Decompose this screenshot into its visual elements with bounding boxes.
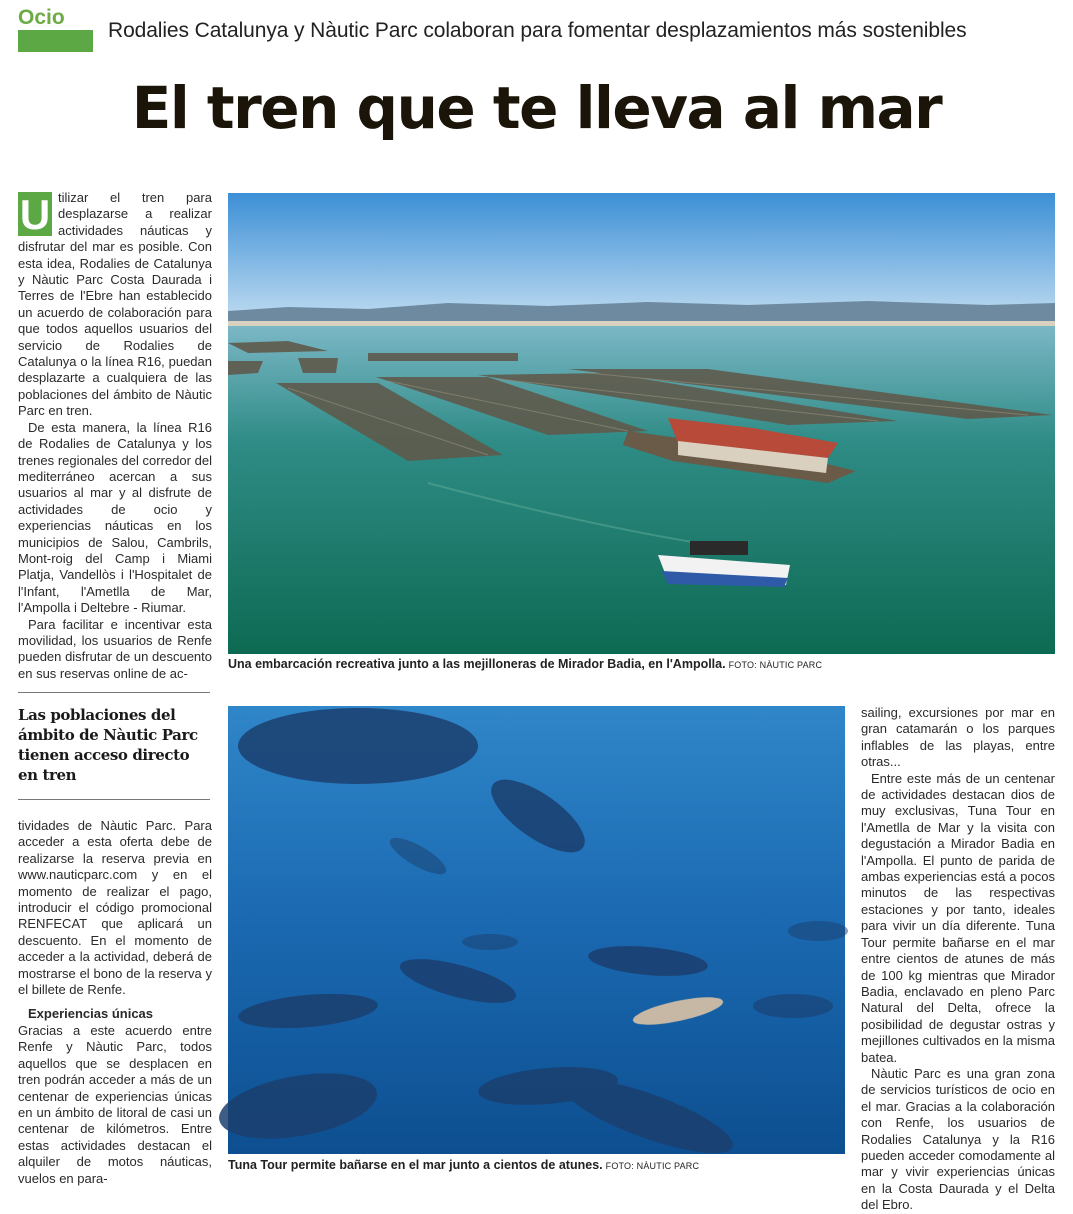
- kicker: Rodalies Catalunya y Nàutic Parc colaboran para fomentar desplazamientos más sostenibles: [108, 19, 967, 42]
- right-column: [861, 705, 1055, 1214]
- photo-mussel-farms-credit: FOTO: NÀUTIC PARC: [728, 660, 823, 670]
- intro-paragraph-3: Para facilitar e incentivar esta movilidad, los usuarios de Renfe pueden disfrutar de un descuento en sus reservas online de ac-: [18, 616, 212, 681]
- right-paragraph-1: sailing, excursiones por mar en gran catamarán o los parques inflables de las playas, entre otras...: [861, 705, 1055, 770]
- photo-mussel-farms-image: [228, 193, 1055, 654]
- right-paragraph-3: Nàutic Parc es una gran zona de servicios turísticos de ocio en el mar. Gracias a la colaboración con Renfe, los usuarios de Rodalies Catalunya y la R16 pueden acceder comodamente al mar y vivir experiencias únicas en la Costa Daurada y el Delta del Ebro.: [861, 1065, 1055, 1213]
- section-label-bar: [18, 30, 93, 52]
- right-paragraph-2: Entre este más de un centenar de actividades destacan dios de muy exclusivas, Tuna Tour en l'Ametlla de Mar y la visita con degustación a Mirador Badia en l'Ampolla. El punto de parida de ambas experiencias está a pocos minutos de las respectivas estaciones y por tanto, ideales para vivir un día diferente. Tuna Tour permite bañarse en el mar entre cientos de atunes de más de 100 kg mientras que Mirador Badia, enclavado en pleno Parc Natural del Delta, ofrece la posibilidad de degustar ostras y mejillones cultivados en la misma batea.: [861, 770, 1055, 1065]
- photo-mussel-farms-caption: Una embarcación recreativa junto a las mejilloneras de Mirador Badia, en l'Ampolla. FOTO: NÀUTIC PARC: [228, 657, 823, 671]
- continuation-column: [18, 818, 212, 1187]
- photo-tuna-tour-credit: FOTO: NÀUTIC PARC: [605, 1161, 700, 1171]
- subhead-experiencias: Experiencias únicas: [28, 1006, 154, 1022]
- pull-quote: Las poblaciones del ámbito de Nàutic Parc tienen acceso directo en tren: [18, 692, 210, 800]
- photo-tuna-tour-image: [228, 706, 845, 1154]
- dropcap: U: [19, 191, 51, 238]
- section-label: [18, 6, 93, 46]
- intro-column: [18, 190, 212, 682]
- continuation-paragraph-2: Gracias a este acuerdo entre Renfe y Nàutic Parc, todos aquellos que se desplacen en tren podrán acceder a más de un centenar de experiencias únicas en un ámbito de litoral de casi un centenar de kilómetros. Entre estas actividades destacan el alquiler de motos náuticas, vuelos en para-: [18, 1022, 212, 1186]
- photo-tuna-tour-caption: Tuna Tour permite bañarse en el mar junto a cientos de atunes. FOTO: NÀUTIC PARC: [228, 1158, 700, 1172]
- intro-paragraph-1: U tilizar el tren para desplazarse a realizar actividades náuticas y disfrutar del mar es posible. Con esta idea, Rodalies de Catalunya y Nàutic Parc Costa Daurada i Terres de l'Ebre han establecido un acuerdo de colaboración para que todos aquellos usuarios del servicio de Rodalies de Catalunya o la línea R16, puedan desplazarte a cualquiera de las poblaciones del ámbito de Nàutic Parc en tren.: [18, 190, 212, 419]
- section-label-text: Ocio: [18, 6, 65, 29]
- headline: El tren que te lleva al mar: [131, 74, 942, 142]
- intro-paragraph-2: De esta manera, la línea R16 de Rodalies de Catalunya y los trenes regionales del corredor del mediterráneo acercan a sus usuarios al mar y al disfrute de actividades de ocio y experiencias náuticas en los municipios de Salou, Cambrils, Mont-roig del Camp i Miami Platja, Vandellòs i l'Hospitalet de l'Infant, l'Ametlla de Mar, l'Ampolla i Deltebre - Riumar.: [18, 419, 212, 616]
- continuation-paragraph-1: tividades de Nàutic Parc. Para acceder a esta oferta debe de realizarse la reserva previa en www.nauticparc.com y en el momento de realizar el pago, introducir el código promocional RENFECAT que aplicará un descuento. En el momento de acceder a la actividad, deberá de mostrarse el bono de la reserva y el billete de Renfe.: [18, 818, 212, 998]
- photo-mussel-farms: [228, 193, 1055, 654]
- photo-tuna-tour: [228, 706, 845, 1154]
